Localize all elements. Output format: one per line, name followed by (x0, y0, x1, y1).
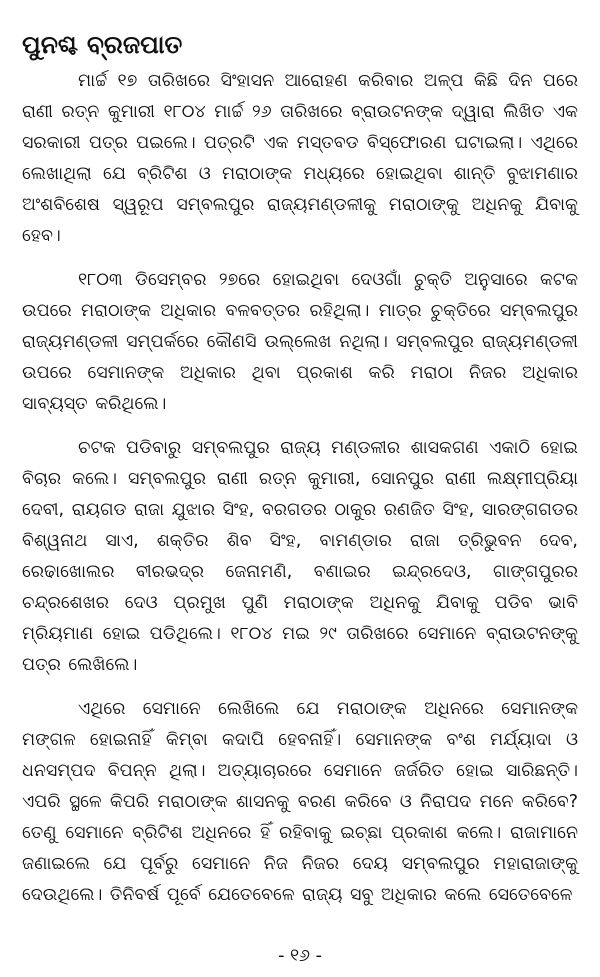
page-title: ପୁନଶ୍ଚ ବ୍ରଜପାତ (22, 30, 183, 59)
paragraph-3: ଚଟକ ପଡିବାରୁ ସମ୍ବଲପୁର ରାଜ୍ୟ ମଣ୍ଡଳୀର ଶାସକଗଣ ଏକାଠି ହୋଇ ବିଚାର କଲେ। ସମ୍ବଲପୁର ରାଣୀ ରତ୍ନ କୁମାରୀ, ସୋନପୁର ରାଣୀ ଲକ୍ଷ୍ମୀପ୍ରିୟା ଦେବୀ, ରାୟଗଡ ରାଜା ଯୁଝାର ସିଂହ, ବରଗଡର ଠାକୁର ରଣଜିତ ସିଂହ, ସାରଙ୍ଗଗଡର ବିଶ୍ୱନାଥ ସାଏ, ଶକ୍ତିର ଶିବ ସିଂହ, ବାମଣ୍ଡାର ରାଜା ତ୍ରିଭୁବନ ଦେବ, ରେଢାଖୋଲର ବୀରଭଦ୍ର ଜେନାମଣି, ବଣାଇର ଇନ୍ଦ୍ରଦେଓ, ଗାଙ୍ଗପୁରର ଚନ୍ଦ୍ରଶେଖର ଦେଓ ପ୍ରମୁଖ ପୁଣି ମରାଠାଙ୍କ ଅଧିନକୁ ଯିବାକୁ ପଡିବ ଭାବି ମ୍ରିୟମାଣ ହୋଇ ପଡିଥିଲେ। ୧୮୦୪ ମଇ ୨୯ ତାରିଖରେ ସେମାନେ ବ୍ରାଉଟନଙ୍କୁ ପତ୍ର ଲେଖିଲେ। (22, 438, 578, 675)
page-number: - ୧୬ - (278, 946, 322, 966)
paragraph-4: ଏଥିରେ ସେମାନେ ଲେଖିଲେ ଯେ ମରାଠାଙ୍କ ଅଧିନରେ ସେମାନଙ୍କ ମଙ୍ଗଳ ହୋଇନାହିଁ କିମ୍ବା କଦାପି ହେବନାହିଁ। ସେମାନଙ୍କ ବଂଶ ମର୍ଯ୍ୟାଦା ଓ ଧନସମ୍ପଦ ବିପନ୍ନ ଥିଲା। ଅତ୍ୟାଚାରରେ ସେମାନେ ଜର୍ଜରିତ ହୋଇ ସାରିଛନ୍ତି। ଏପରି ସ୍ଥଳେ କିପରି ମରାଠାଙ୍କ ଶାସନକୁ ବରଣ କରିବେ ଓ ନିରାପଦ ମନେ କରିବେ? ତେଣୁ ସେମାନେ ବ୍ରିଟିଶ ଅଧିନରେ ହିଁ ରହିବାକୁ ଇଚ୍ଛା ପ୍ରକାଶ କଲେ। ରାଜାମାନେ ଜଣାଇଲେ ଯେ ପୂର୍ବରୁ ସେମାନେ ନିଜ ନିଜର ଦେୟ ସମ୍ବଲପୁର ମହାରାଜାଙ୍କୁ ଦେଉଥିଲେ। ତିନିବର୍ଷ ପୂର୍ବେ ଯେତେବେଳେ ରାଜ୍ୟ ସବୁ ଅଧିକାର କଲେ ସେତେବେଳେ (22, 699, 578, 905)
paragraph-1: ମାର୍ଚ୍ଚ ୧୭ ତାରିଖରେ ସିଂହାସନ ଆରୋହଣ କରିବାର ଅଳ୍ପ କିଛି ଦିନ ପରେ ରାଣୀ ରତ୍ନ କୁମାରୀ ୧୮୦୪ ମାର୍ଚ୍ଚ ୨୬ ତାରିଖରେ ବ୍ରାଉଟନଙ୍କ ଦ୍ୱାରା ଲିଖିତ ଏକ ସରକାରୀ ପତ୍ର ପଇଲେ। ପତ୍ରଟି ଏକ ମସ୍ତବଡ ବିସ୍ଫୋରଣ ଘଟାଇଲା। ଏଥିରେ ଲେଖାଥିଲା ଯେ ବ୍ରିଟିଶ ଓ ମରାଠାଙ୍କ ମଧ୍ୟରେ ହୋଇଥିବା ଶାନ୍ତି ବୁଝାମଣାର ଅଂଶବିଶେଷ ସ୍ୱରୂପ ସମ୍ବଲପୁର ରାଜ୍ୟମଣ୍ଡଳୀକୁ ମରାଠାଙ୍କୁ ଅଧିନକୁ ଯିବାକୁ ହେବ। (22, 71, 578, 246)
paragraph-2: ୧୮୦୩ ଡିସେମ୍ବର ୨୭ରେ ହୋଇଥିବା ଦେଓଗାଁ ଚୁକ୍ତି ଅନୁସାରେ କଟକ ଉପରେ ମରାଠାଙ୍କ ଅଧିକାର ବଳବତ୍ତର ରହିଥିଲା। ମାତ୍ର ଚୁକ୍ତିରେ ସମ୍ବଲପୁର ରାଜ୍ୟମଣ୍ଡଳୀ ସମ୍ପର୍କରେ କୌଣସି ଉଲ୍ଲେଖ ନଥିଲା। ସମ୍ବଲପୁର ରାଜ୍ୟମଣ୍ଡଳୀ ଉପରେ ସେମାନଙ୍କ ଅଧିକାର ଥିବା ପ୍ରକାଶ କରି ମରାଠା ନିଜର ଅଧିକାର ସାବ୍ୟସ୍ତ କରିଥିଲେ। (22, 270, 578, 414)
